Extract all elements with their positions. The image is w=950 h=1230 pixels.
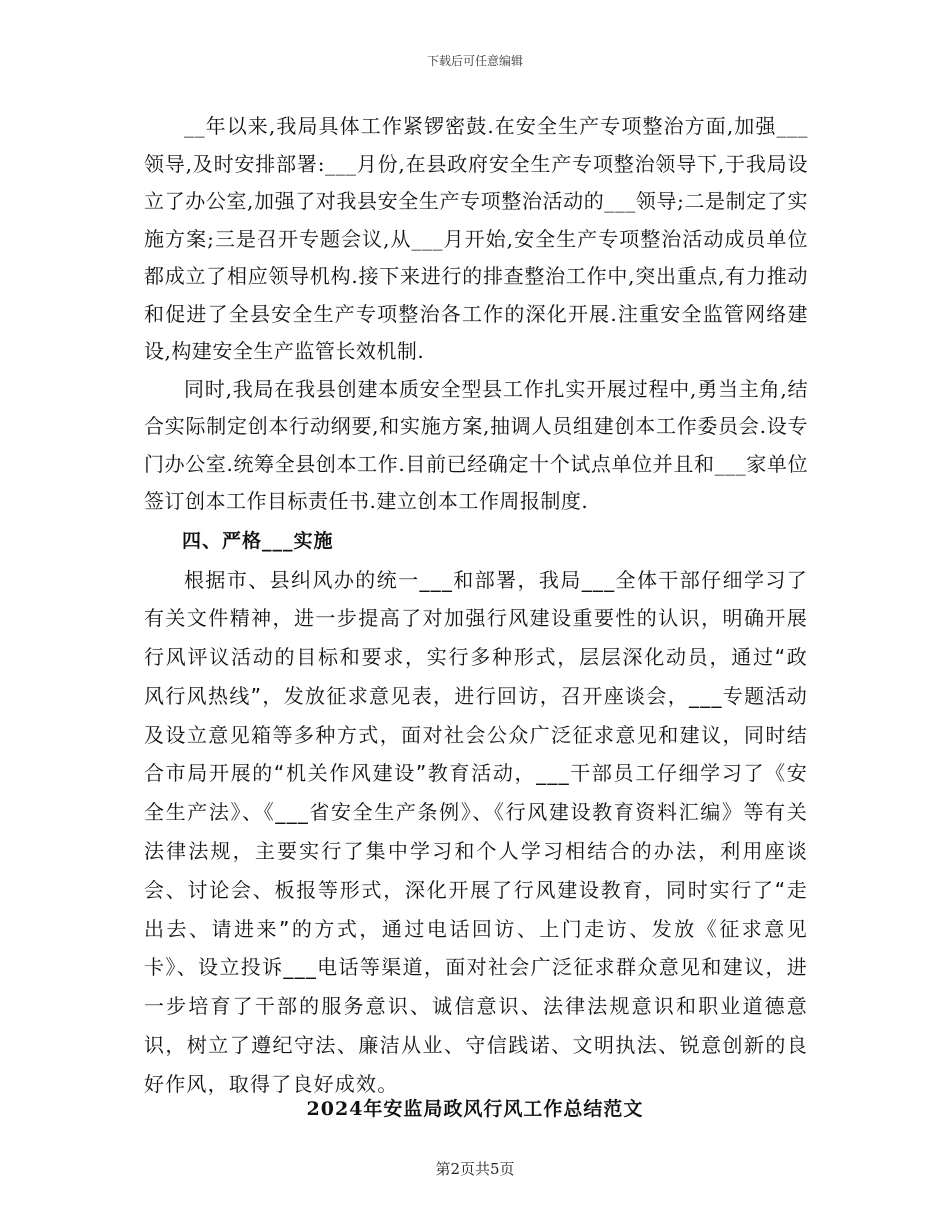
document-title: 2024年安监局政风行风工作总结范文 <box>306 1098 644 1120</box>
document-body <box>144 108 808 1104</box>
page-number: 第2页共5页 <box>435 1160 515 1178</box>
header-note: 下载后可任意编辑 <box>426 54 523 68</box>
paragraph-2: 同时,我局在我县创建本质安全型县工作扎实开展过程中,勇当主角,结合实际制定创本行动纲要,和实施方案,抽调人员组建创本工作委员会.设专门办公室.统筹全县创本工作.目前已经确定十个试点单位并且和___家单位签订创本工作目标责任书.建立创本工作周报制度. <box>144 376 808 513</box>
section-body: 根据市、县纠风办的统一___和部署，我局___全体干部仔细学习了有关文件精神，进一步提高了对加强行风建设重要性的认识，明确开展行风评议活动的目标和要求，实行多种形式，层层深化动员，通过“政风行风热线”，发放征求意见表，进行回访，召开座谈会，___专题活动及设立意见箱等多种方式，面对社会公众广泛征求意见和建议，同时结合市局开展的“机关作风建设”教育活动，___干部员工仔细学习了《安全生产法》、《___省安全生产条例》、《行风建设教育资料汇编》等有关法律法规，主要实行了集中学习和个人学习相结合的办法，利用座谈会、讨论会、板报等形式，深化开展了行风建设教育，同时实行了“走出去、请进来”的方式，通过电话回访、上门走访、发放《征求意见卡》、设立投诉___电话等渠道，面对社会广泛征求群众意见和建议，进一步培育了干部的服务意识、诚信意识、法律法规意识和职业道德意识，树立了遵纪守法、廉洁从业、守信践诺、文明执法、锐意创新的良好作风，取得了良好成效。 <box>144 567 808 1096</box>
section-heading: 四、严格___实施 <box>182 529 334 552</box>
paragraph-1: __年以来,我局具体工作紧锣密鼓.在安全生产专项整治方面,加强___领导,及时安排部署:___月份,在县政府安全生产专项整治领导下,于我局设立了办公室,加强了对我县安全生产专项整治活动的___领导;二是制定了实施方案;三是召开专题会议,从___月开始,安全生产专项整治活动成员单位都成立了相应领导机构.接下来进行的排查整治工作中,突出重点,有力推动和促进了全县安全生产专项整治各工作的深化开展.注重安全监管网络建设,构建安全生产监管长效机制. <box>144 114 808 363</box>
